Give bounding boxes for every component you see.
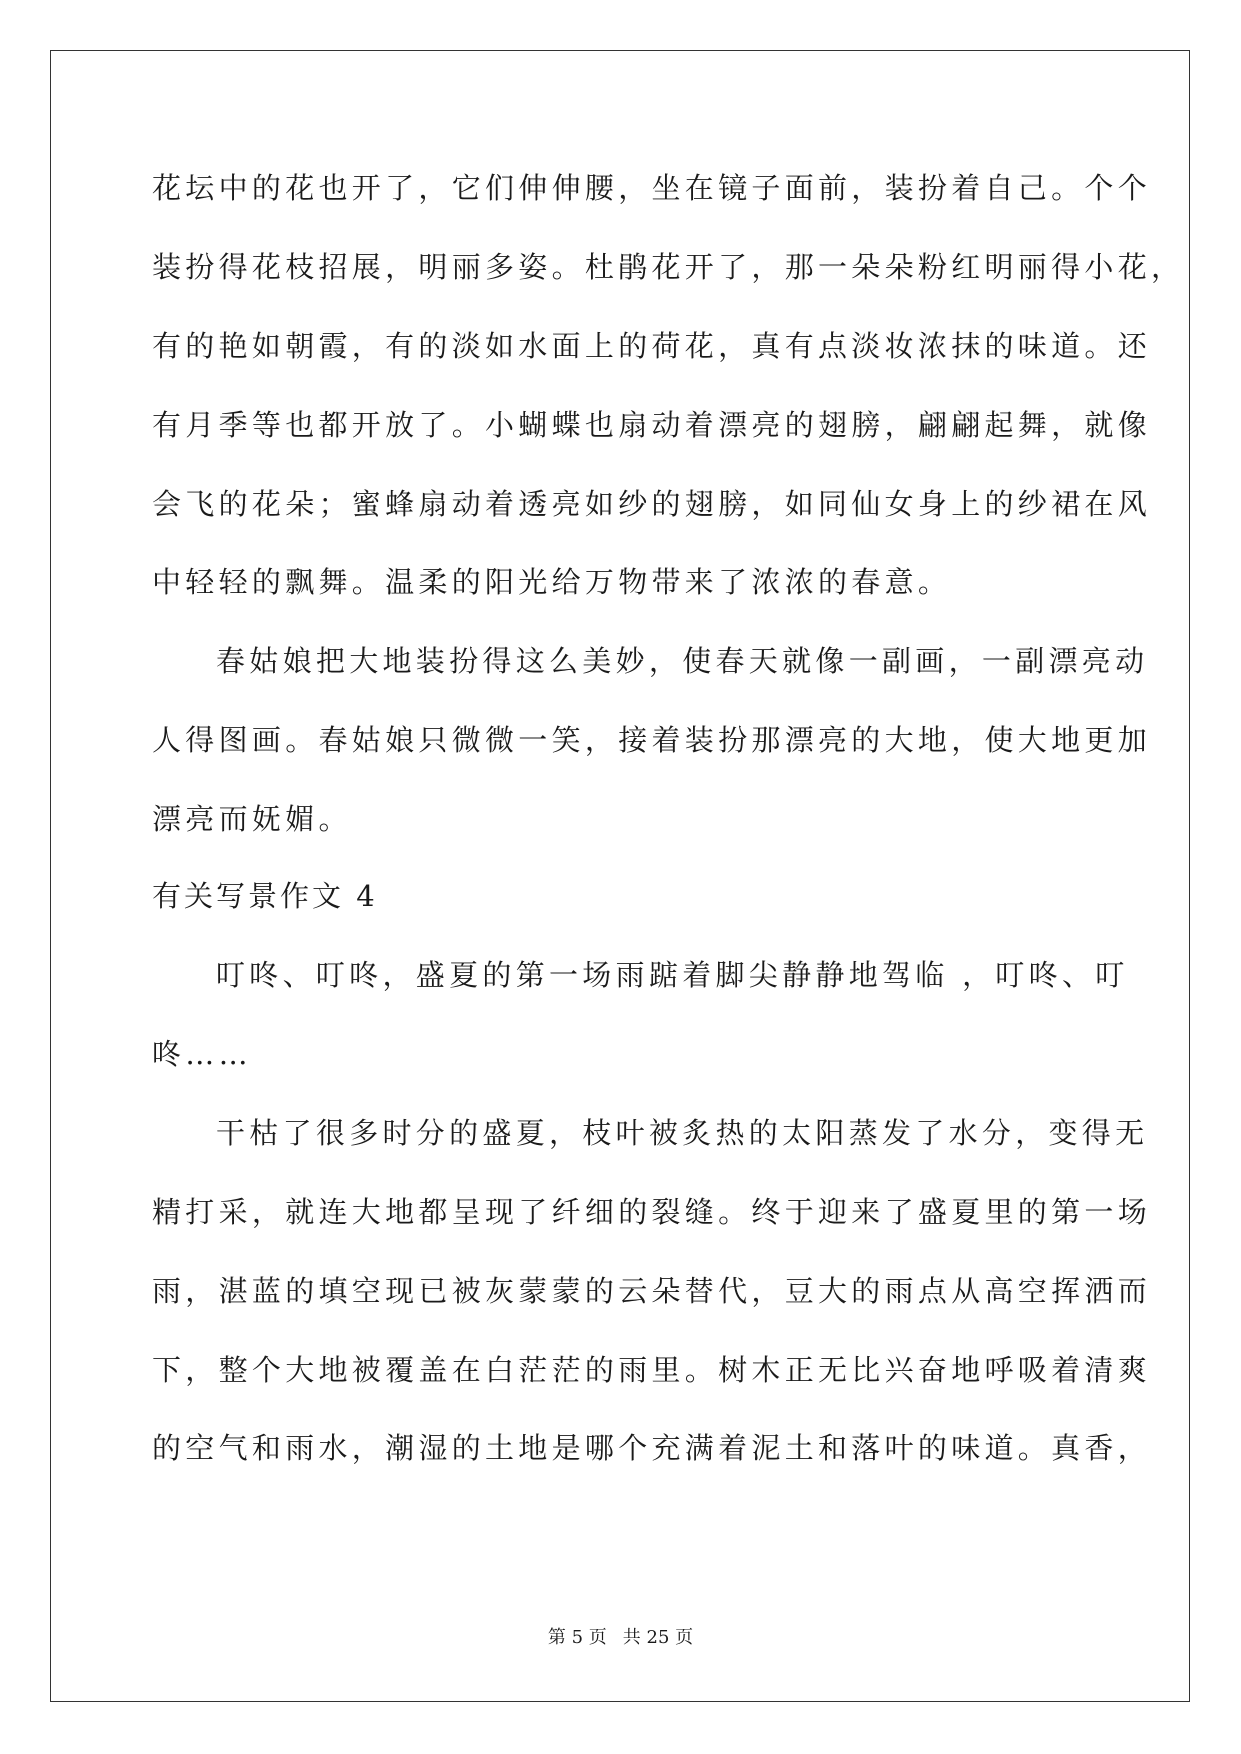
body-line-8: 人得图画。春姑娘只微微一笑，接着装扮那漂亮的大地，使大地更加: [152, 723, 1152, 757]
body-line-9: 漂亮而妩媚。: [152, 802, 352, 836]
section-heading: 有关写景作文 4: [152, 879, 378, 913]
body-line-12: 咚……: [152, 1037, 252, 1071]
body-line-17: 的空气和雨水，潮湿的土地是哪个充满着泥土和落叶的味道。真香，: [152, 1431, 1152, 1465]
paragraph-start-line: 干枯了很多时分的盛夏，枝叶被炙热的太阳蒸发了水分，变得无: [216, 1116, 1149, 1150]
page-footer: [0, 1626, 1241, 1650]
body-line-4: 有月季等也都开放了。小蝴蝶也扇动着漂亮的翅膀，翩翩起舞，就像: [152, 408, 1152, 442]
body-line-16: 下，整个大地被覆盖在白茫茫的雨里。树木正无比兴奋地呼吸着清爽: [152, 1353, 1152, 1387]
body-line-6: 中轻轻的飘舞。温柔的阳光给万物带来了浓浓的春意。: [152, 565, 952, 599]
page-number: 第 5 页: [547, 1627, 607, 1648]
body-line-5: 会飞的花朵；蜜蜂扇动着透亮如纱的翅膀，如同仙女身上的纱裙在风: [152, 487, 1152, 521]
body-line-14: 精打采，就连大地都呈现了纤细的裂缝。终于迎来了盛夏里的第一场: [152, 1195, 1152, 1229]
page-total: 共 25 页: [622, 1627, 694, 1648]
paragraph-start-line: 叮咚、叮咚，盛夏的第一场雨踮着脚尖静静地驾临 ，叮咚、叮: [216, 958, 1129, 992]
body-line-15: 雨，湛蓝的填空现已被灰蒙蒙的云朵替代，豆大的雨点从高空挥洒而: [152, 1274, 1152, 1308]
body-line-2: 装扮得花枝招展，明丽多姿。杜鹃花开了，那一朵朵粉红明丽得小花，: [152, 250, 1185, 284]
body-line-1: 花坛中的花也开了，它们伸伸腰，坐在镜子面前，装扮着自己。个个: [152, 171, 1152, 205]
paragraph-start-line: 春姑娘把大地装扮得这么美妙，使春天就像一副画，一副漂亮动: [216, 644, 1149, 678]
body-line-3: 有的艳如朝霞，有的淡如水面上的荷花，真有点淡妆浓抹的味道。还: [152, 329, 1152, 363]
